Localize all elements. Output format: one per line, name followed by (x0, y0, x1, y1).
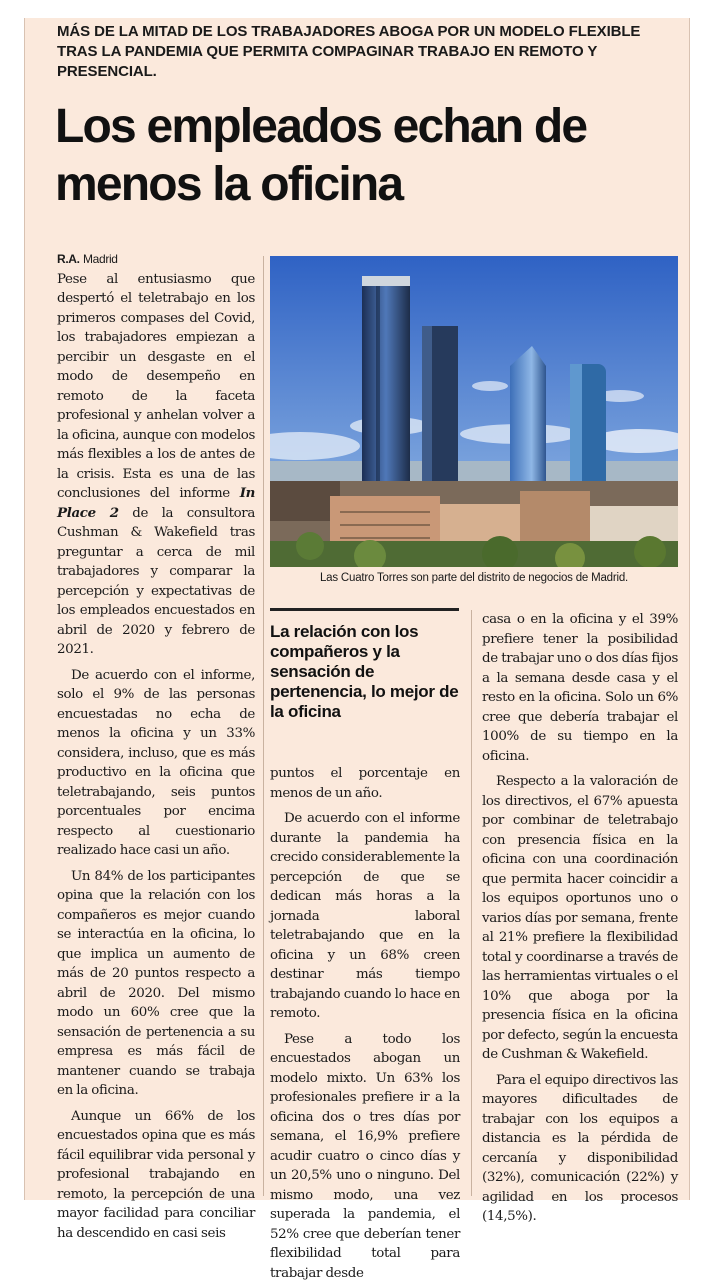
byline (57, 250, 255, 270)
paragraph: Respecto a la valoración de los directivos, el 67% apuesta por combinar de teletrabajo con presencia física en la oficina con una coordinación que permita hacer coincidir a los equipos oportunos uno o varios días por semana, frente al 21% prefiere la flexibilidad total y coordinarse a través de las herramientas virtuales o el 10% que aboga por la presencia física en la oficina por defecto, según la encuesta de Cushman & Wakefield. (482, 772, 678, 1065)
paragraph: Un 84% de los participantes opina que la relación con los compañeros es mejor cuando se interactúa en la oficina, lo que implica un aumento de más de 20 puntos respecto a abril de 2020. Del mismo modo un 60% cree que la sensación de pertenencia a su empresa es más fácil de mantener cuando se trabaja en la oficina. (57, 867, 255, 1101)
column-2 (270, 764, 460, 1283)
photo-caption: Las Cuatro Torres son parte del distrito de negocios de Madrid. (270, 570, 678, 586)
paragraph: Pese a todo los encuestados abogan un modelo mixto. Un 63% los profesionales prefiere ir a la oficina dos o tres días por semana, el 16,9% prefiere acudir cuatro o cinco días y un 20,5% uno o ninguno. Del mismo modo, una vez superada la pandemia, el 52% cree que deberían tener flexibilidad total para trabajar desde (270, 1030, 460, 1283)
paragraph: Para el equipo directivos las mayores dificultades de trabajar con los equipos a distancia es la pérdida de cercanía y disponibilidad (32%), comunicación (22%) y agilidad en los procesos (14,5%). (482, 1071, 678, 1227)
paragraph: puntos el porcentaje en menos de un año. (270, 764, 460, 803)
photo-cuatro-torres (270, 256, 678, 567)
column-3 (482, 610, 678, 1227)
paragraph-text: Pese al entusiasmo que despertó el teletrabajo en los primeros compases del Covid, los trabajadores empiezan a percibir un desgaste en el modo de desempeño en remoto de la faceta profesional y anhelan volver a la oficina, aunque con modelos más flexibles a los de antes de la crisis. Esta es una de las conclusiones del informe (57, 272, 255, 502)
paragraph: De acuerdo con el informe, solo el 9% de las personas encuestadas no echa de menos la oficina y un 33% considera, incluso, que es más productivo en la oficina que teletrabajando, seis puntos porcentuales por encima respecto al cuestionario realizado hace casi un año. (57, 666, 255, 861)
paragraph-text: de la consultora Cushman & Wakefield tras preguntar a cerca de mil trabajadores y comparar la percepción y expectativas de los empleados encuestados en abril de 2020 y febrero de 2021. (57, 506, 255, 658)
headline: Los empleados echan de menos la oficina (55, 98, 675, 214)
paragraph: De acuerdo con el informe durante la pandemia ha crecido considerablemente la percepción de que se dedican más horas a la jornada laboral teletrabajando que en la oficina y un 68% creen destinar más tiempo trabajando cuando lo hace en remoto. (270, 809, 460, 1024)
pullquote: La relación con los compañeros y la sensación de pertenencia, lo mejor de la oficina (270, 622, 459, 722)
byline-author: R.A. (57, 252, 80, 266)
column-divider (471, 610, 472, 1196)
paragraph: casa o en la oficina y el 39% prefiere tener la posibilidad de trabajar uno o dos días fijos a la semana desde casa y el resto en la oficina. Solo un 6% cree que debería trabajar el 100% de su tiempo en la oficina. (482, 610, 678, 766)
skyline-illustration (270, 256, 678, 567)
kicker: MÁS DE LA MITAD DE LOS TRABAJADORES ABOGA POR UN MODELO FLEXIBLE TRAS LA PANDEMIA QUE PERMITA COMPAGINAR TRABAJO EN REMOTO Y PRESENCIAL. (57, 22, 669, 82)
column-divider (263, 256, 264, 1196)
report-name: In Place 2 (57, 485, 255, 521)
newspaper-page (24, 18, 690, 1200)
paragraph (57, 270, 255, 660)
paragraph: Aunque un 66% de los encuestados opina que es más fácil equilibrar vida personal y profesional trabajando en remoto, la percepción de una mayor facilidad para conciliar ha descendido en casi seis (57, 1107, 255, 1244)
pullquote-rule (270, 608, 459, 611)
byline-city: Madrid (83, 252, 118, 266)
column-1 (57, 250, 255, 1243)
